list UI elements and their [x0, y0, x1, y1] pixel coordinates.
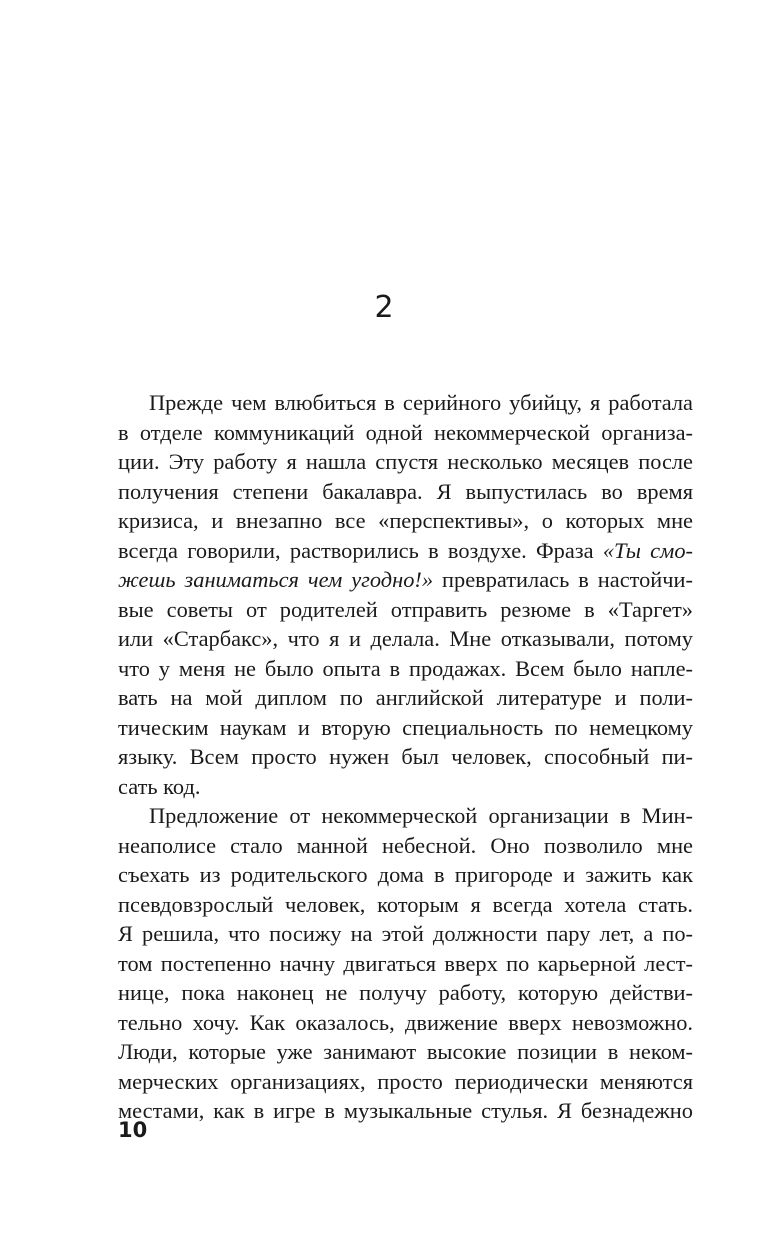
paragraph-1 [118, 388, 693, 801]
text-line: Я решила, что посижу на этой должности пару лет, а по- [118, 921, 693, 946]
text-line: Предложение от некоммерческой организации в Мин- [149, 803, 693, 828]
text-line [118, 536, 693, 566]
text-line: неаполисе стало манной небесной. Оно позволило мне [118, 832, 693, 858]
text-line: языку. Всем просто нужен был человек, способный пи- [118, 744, 693, 769]
text-line: вать на мой диплом по английской литературе и поли- [118, 685, 693, 710]
body-text [118, 388, 693, 1126]
text-line: мерческих организациях, просто периодически меняются [118, 1068, 693, 1094]
page-number: 10 [118, 1118, 148, 1142]
text-line: сать код. [118, 773, 201, 799]
paragraph-2 [118, 801, 693, 1126]
text-line: съехать из родительского дома в пригороде и зажить как [118, 862, 693, 887]
italic-quote: жешь заниматься чем угодно!» [118, 567, 434, 592]
text-line: местами, как в игре в музыкальные стулья. Я безнадежно [118, 1098, 693, 1123]
text-line [118, 565, 693, 595]
text-line: вые советы от родителей отправить резюме в «Таргет» [118, 596, 693, 622]
text-line: в отделе коммуникаций одной некоммерческой организа- [118, 419, 693, 445]
text-line: том постепенно начну двигаться вверх по карьерной лест- [118, 950, 693, 976]
text-line: или «Старбакс», что я и делала. Мне отказывали, потому [118, 626, 693, 651]
text-line: нице, пока наконец не получу работу, которую действи- [118, 980, 693, 1005]
text-line: Прежде чем влюбиться в серийного убийцу, я работала [149, 390, 693, 415]
chapter-number: 2 [374, 290, 394, 325]
text-segment: превратилась в настойчи- [433, 567, 693, 592]
text-line: кризиса, и внезапно все «перспективы», о которых мне [118, 508, 693, 533]
text-line: ции. Эту работу я нашла спустя несколько месяцев после [118, 449, 693, 474]
text-line: получения степени бакалавра. Я выпустилась во время [118, 478, 693, 504]
text-line: тическим наукам и вторую специальность по немецкому [118, 714, 693, 740]
text-line: псевдовзрослый человек, которым я всегда хотела стать. [118, 891, 693, 917]
text-segment: всегда говорили, растворились в воздухе. Фраза [118, 537, 603, 563]
text-line: что у меня не было опыта в продажах. Всем было напле- [118, 655, 693, 681]
text-line: Люди, которые уже занимают высокие позиции в неком- [118, 1039, 693, 1064]
italic-quote: «Ты смо- [602, 537, 693, 563]
text-line: тельно хочу. Как оказалось, движение вверх невозможно. [118, 1009, 693, 1035]
